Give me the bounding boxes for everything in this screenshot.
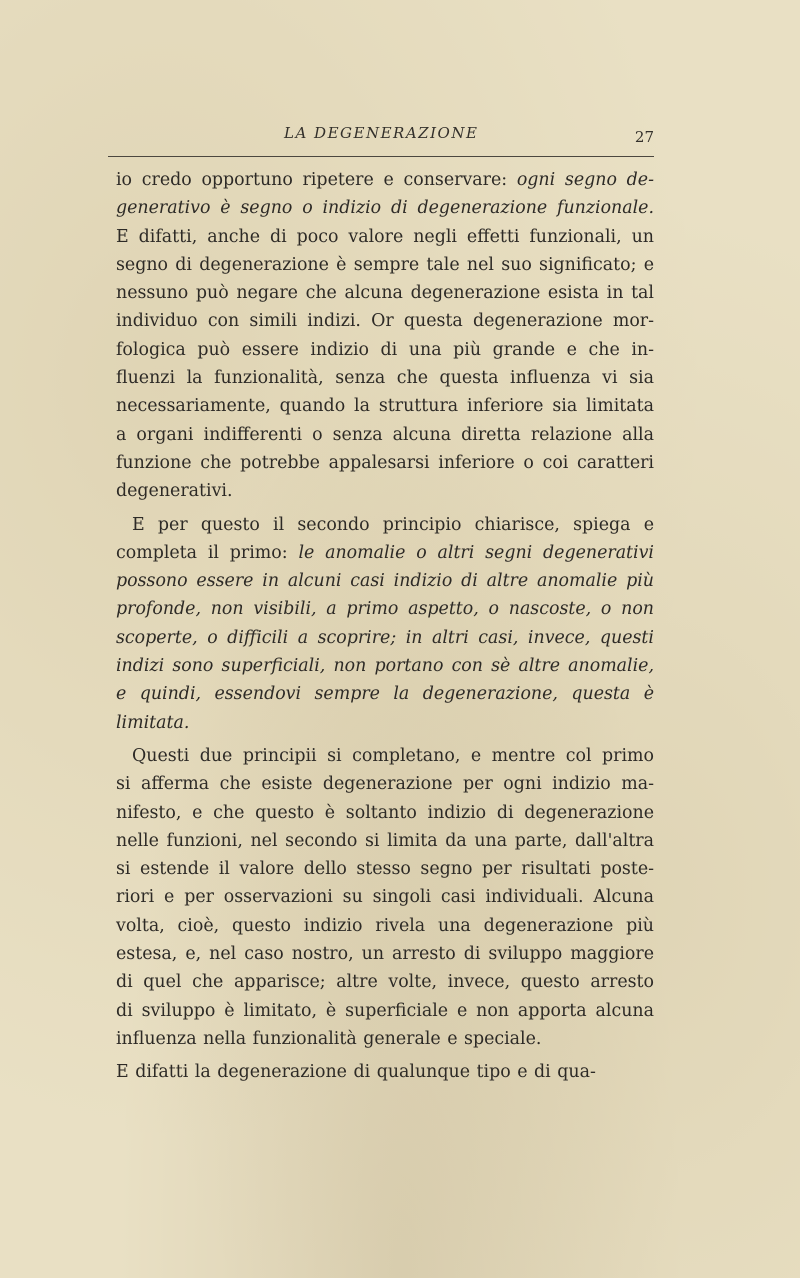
- text-line: [116, 770, 654, 798]
- text-segment: influenza nella funzionalità generale e speciale.: [116, 1028, 542, 1049]
- italic-text: limitata.: [116, 712, 190, 733]
- text-line: [116, 997, 654, 1025]
- text-line: [116, 940, 654, 968]
- italic-text: indizi sono superficiali, non portano con sè altre anomalie,: [116, 656, 654, 677]
- text-segment: fluenzi la funzionalità, senza che questa influenza vi sia: [116, 368, 654, 389]
- italic-text: e quindi, essendovi sempre la degenerazione, questa è: [116, 684, 654, 705]
- text-line: [116, 194, 654, 222]
- text-line: [116, 336, 654, 364]
- italic-text: possono essere in alcuni casi indizio di altre anomalie più: [116, 571, 654, 592]
- text-line: [116, 307, 654, 335]
- text-segment: E per questo il secondo principio chiarisce, spiega e: [132, 514, 654, 535]
- text-segment: di sviluppo è limitato, è superficiale e non apporta alcuna: [116, 1000, 654, 1021]
- text-segment: si afferma che esiste degenerazione per ogni indizio ma-: [116, 774, 654, 795]
- text-segment: nifesto, e che questo è soltanto indizio di degenerazione: [116, 802, 654, 823]
- text-line: [116, 595, 654, 623]
- text-segment: si estende il valore dello stesso segno per risultati poste-: [116, 859, 654, 880]
- italic-text: profonde, non visibili, a primo aspetto, o nascoste, o non: [116, 599, 654, 620]
- text-line: [116, 567, 654, 595]
- page-header: [108, 122, 654, 152]
- text-segment: E difatti, anche di poco valore negli effetti funzionali, un: [116, 226, 654, 247]
- text-line: [116, 652, 654, 680]
- text-segment: nessuno può negare che alcuna degenerazione esista in tal: [116, 283, 654, 304]
- text-line: [116, 624, 654, 652]
- text-line: [116, 251, 654, 279]
- text-segment: segno di degenerazione è sempre tale nel suo significato; e: [116, 254, 654, 275]
- text-segment: a organi indifferenti o senza alcuna diretta relazione alla: [116, 424, 654, 445]
- text-line: [116, 1058, 654, 1086]
- text-line: [116, 827, 654, 855]
- text-segment: completa il primo:: [116, 542, 299, 563]
- text-line: [116, 449, 654, 477]
- italic-text: scoperte, o difficili a scoprire; in altri casi, invece, questi: [116, 627, 654, 648]
- text-segment: di quel che apparisce; altre volte, invece, questo arresto: [116, 972, 654, 993]
- text-segment: volta, cioè, questo indizio rivela una degenerazione più: [116, 915, 654, 936]
- paragraph: [116, 511, 654, 737]
- text-line: [116, 392, 654, 420]
- running-title: LA DEGENERAZIONE: [284, 124, 479, 142]
- text-line: [116, 539, 654, 567]
- page-number: 27: [634, 128, 654, 146]
- italic-text: le anomalie o altri segni degenerativi: [298, 542, 654, 563]
- text-line: [116, 477, 654, 505]
- text-segment: fologica può essere indizio di una più grande e che in-: [116, 339, 654, 360]
- text-segment: Questi due principii si completano, e mentre col primo: [132, 745, 654, 766]
- text-line: [116, 912, 654, 940]
- text-line: [116, 421, 654, 449]
- text-line: [116, 883, 654, 911]
- paragraph: [116, 1058, 654, 1086]
- text-segment: riori e per osservazioni su singoli casi individuali. Alcuna: [116, 887, 654, 908]
- text-segment: necessariamente, quando la struttura inferiore sia limitata: [116, 396, 654, 417]
- paragraph: [116, 166, 654, 506]
- header-rule: [108, 156, 654, 157]
- paragraph: [116, 742, 654, 1053]
- text-segment: E difatti la degenerazione di qualunque tipo e di qua-: [116, 1062, 596, 1083]
- text-line: [116, 855, 654, 883]
- text-segment: degenerativi.: [116, 481, 233, 502]
- text-line: [116, 279, 654, 307]
- text-line: [116, 166, 654, 194]
- text-segment: funzione che potrebbe appalesarsi inferiore o coi caratteri: [116, 452, 654, 473]
- text-line: [116, 709, 654, 737]
- italic-text: generativo è segno o indizio di degenerazione funzionale.: [116, 198, 654, 219]
- text-segment: individuo con simili indizi. Or questa degenerazione mor-: [116, 311, 654, 332]
- text-line: [116, 968, 654, 996]
- text-line: [116, 511, 654, 539]
- text-line: [116, 680, 654, 708]
- italic-text: ogni segno de-: [516, 170, 654, 190]
- text-line: [116, 1025, 654, 1053]
- text-line: [116, 364, 654, 392]
- text-line: [116, 742, 654, 770]
- body-text: [116, 166, 654, 1092]
- text-line: [116, 799, 654, 827]
- text-segment: nelle funzioni, nel secondo si limita da una parte, dall'altra: [116, 830, 654, 851]
- text-line: [116, 223, 654, 251]
- text-segment: estesa, e, nel caso nostro, un arresto di sviluppo maggiore: [116, 944, 654, 965]
- text-segment: io credo opportuno ripetere e conservare:: [116, 170, 517, 190]
